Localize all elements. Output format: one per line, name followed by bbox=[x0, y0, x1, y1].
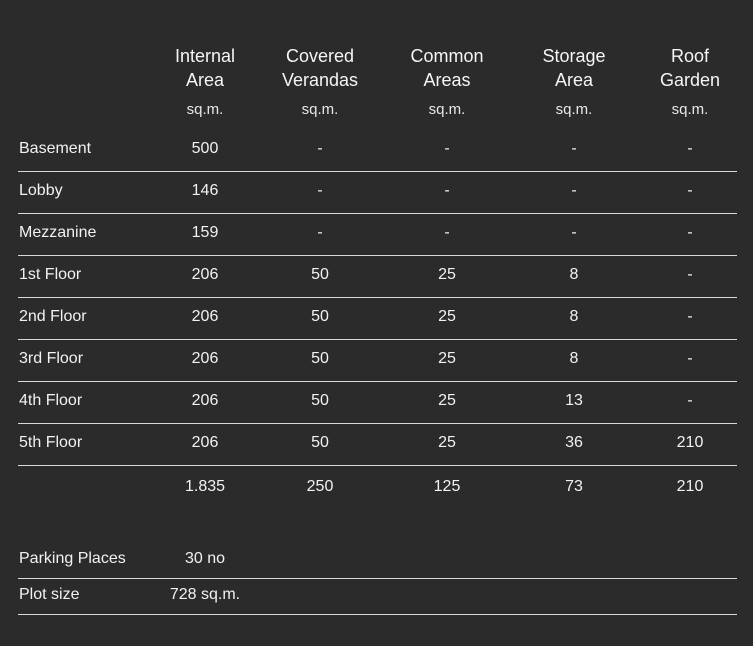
cell-internal-area: 206 bbox=[191, 434, 219, 451]
table-row bbox=[0, 214, 737, 256]
cell-storage-area: 36 bbox=[565, 434, 583, 451]
cell-storage-area: 8 bbox=[569, 350, 579, 367]
cell-storage-area: - bbox=[571, 182, 577, 199]
cell-common-areas: 25 bbox=[438, 350, 456, 367]
cell-storage-area: - bbox=[571, 140, 577, 157]
cell-roof-garden: - bbox=[687, 308, 693, 325]
cell-covered-verandas: 50 bbox=[311, 266, 329, 283]
column-header-storage-area: Storage Area bbox=[542, 46, 606, 90]
column-header-common-areas: Common Areas bbox=[410, 46, 484, 90]
cell-roof-garden: - bbox=[687, 266, 693, 283]
column-unit-covered-verandas: sq.m. bbox=[301, 101, 339, 118]
cell-internal-area: 146 bbox=[191, 182, 219, 199]
column-unit-internal-area: sq.m. bbox=[186, 101, 224, 118]
column-unit-roof-garden: sq.m. bbox=[671, 101, 709, 118]
table-row bbox=[0, 256, 737, 298]
cell-roof-garden: - bbox=[687, 182, 693, 199]
cell-covered-verandas: 50 bbox=[311, 392, 329, 409]
cell-roof-garden: - bbox=[687, 392, 693, 409]
parking-places-label: Parking Places bbox=[19, 550, 126, 567]
total-covered-verandas: 250 bbox=[306, 478, 334, 495]
table-row bbox=[0, 130, 737, 172]
cell-common-areas: - bbox=[444, 140, 450, 157]
plot-size-value: 728 sq.m. bbox=[169, 586, 241, 603]
cell-common-areas: - bbox=[444, 224, 450, 241]
cell-internal-area: 159 bbox=[191, 224, 219, 241]
totals-row bbox=[0, 478, 737, 520]
table-row bbox=[0, 424, 737, 466]
row-divider bbox=[18, 465, 737, 466]
cell-covered-verandas: 50 bbox=[311, 350, 329, 367]
table-row bbox=[0, 298, 737, 340]
row-label: 1st Floor bbox=[19, 266, 82, 283]
cell-roof-garden: 210 bbox=[676, 434, 704, 451]
row-label: 3rd Floor bbox=[19, 350, 84, 367]
cell-storage-area: 8 bbox=[569, 266, 579, 283]
cell-common-areas: 25 bbox=[438, 266, 456, 283]
row-divider bbox=[18, 614, 737, 615]
total-roof-garden: 210 bbox=[676, 478, 704, 495]
row-label: 5th Floor bbox=[19, 434, 83, 451]
row-label: Mezzanine bbox=[19, 224, 97, 241]
cell-roof-garden: - bbox=[687, 140, 693, 157]
cell-covered-verandas: 50 bbox=[311, 434, 329, 451]
parking-places-row bbox=[0, 541, 737, 579]
cell-internal-area: 206 bbox=[191, 266, 219, 283]
cell-internal-area: 206 bbox=[191, 308, 219, 325]
cell-storage-area: 8 bbox=[569, 308, 579, 325]
cell-common-areas: 25 bbox=[438, 308, 456, 325]
cell-covered-verandas: 50 bbox=[311, 308, 329, 325]
column-header-roof-garden: Roof Garden bbox=[659, 46, 721, 90]
column-header-internal-area: Internal Area bbox=[174, 46, 236, 90]
cell-common-areas: 25 bbox=[438, 434, 456, 451]
plot-size-label: Plot size bbox=[19, 586, 80, 603]
cell-storage-area: - bbox=[571, 224, 577, 241]
cell-roof-garden: - bbox=[687, 224, 693, 241]
cell-common-areas: 25 bbox=[438, 392, 456, 409]
row-label: 2nd Floor bbox=[19, 308, 87, 325]
table-row bbox=[0, 382, 737, 424]
column-header-covered-verandas: Covered Verandas bbox=[281, 46, 359, 90]
table-row bbox=[0, 340, 737, 382]
cell-roof-garden: - bbox=[687, 350, 693, 367]
cell-common-areas: - bbox=[444, 182, 450, 199]
total-storage-area: 73 bbox=[565, 478, 583, 495]
cell-internal-area: 500 bbox=[191, 140, 219, 157]
cell-covered-verandas: - bbox=[317, 140, 323, 157]
plot-size-row bbox=[0, 577, 737, 615]
row-label: Lobby bbox=[19, 182, 63, 199]
column-unit-storage-area: sq.m. bbox=[555, 101, 593, 118]
cell-covered-verandas: - bbox=[317, 182, 323, 199]
column-unit-common-areas: sq.m. bbox=[428, 101, 466, 118]
cell-storage-area: 13 bbox=[565, 392, 583, 409]
total-internal-area: 1.835 bbox=[184, 478, 226, 495]
total-common-areas: 125 bbox=[433, 478, 461, 495]
cell-internal-area: 206 bbox=[191, 392, 219, 409]
parking-places-value: 30 no bbox=[184, 550, 226, 567]
cell-internal-area: 206 bbox=[191, 350, 219, 367]
table-row bbox=[0, 172, 737, 214]
cell-covered-verandas: - bbox=[317, 224, 323, 241]
row-label: 4th Floor bbox=[19, 392, 83, 409]
row-label: Basement bbox=[19, 140, 92, 157]
